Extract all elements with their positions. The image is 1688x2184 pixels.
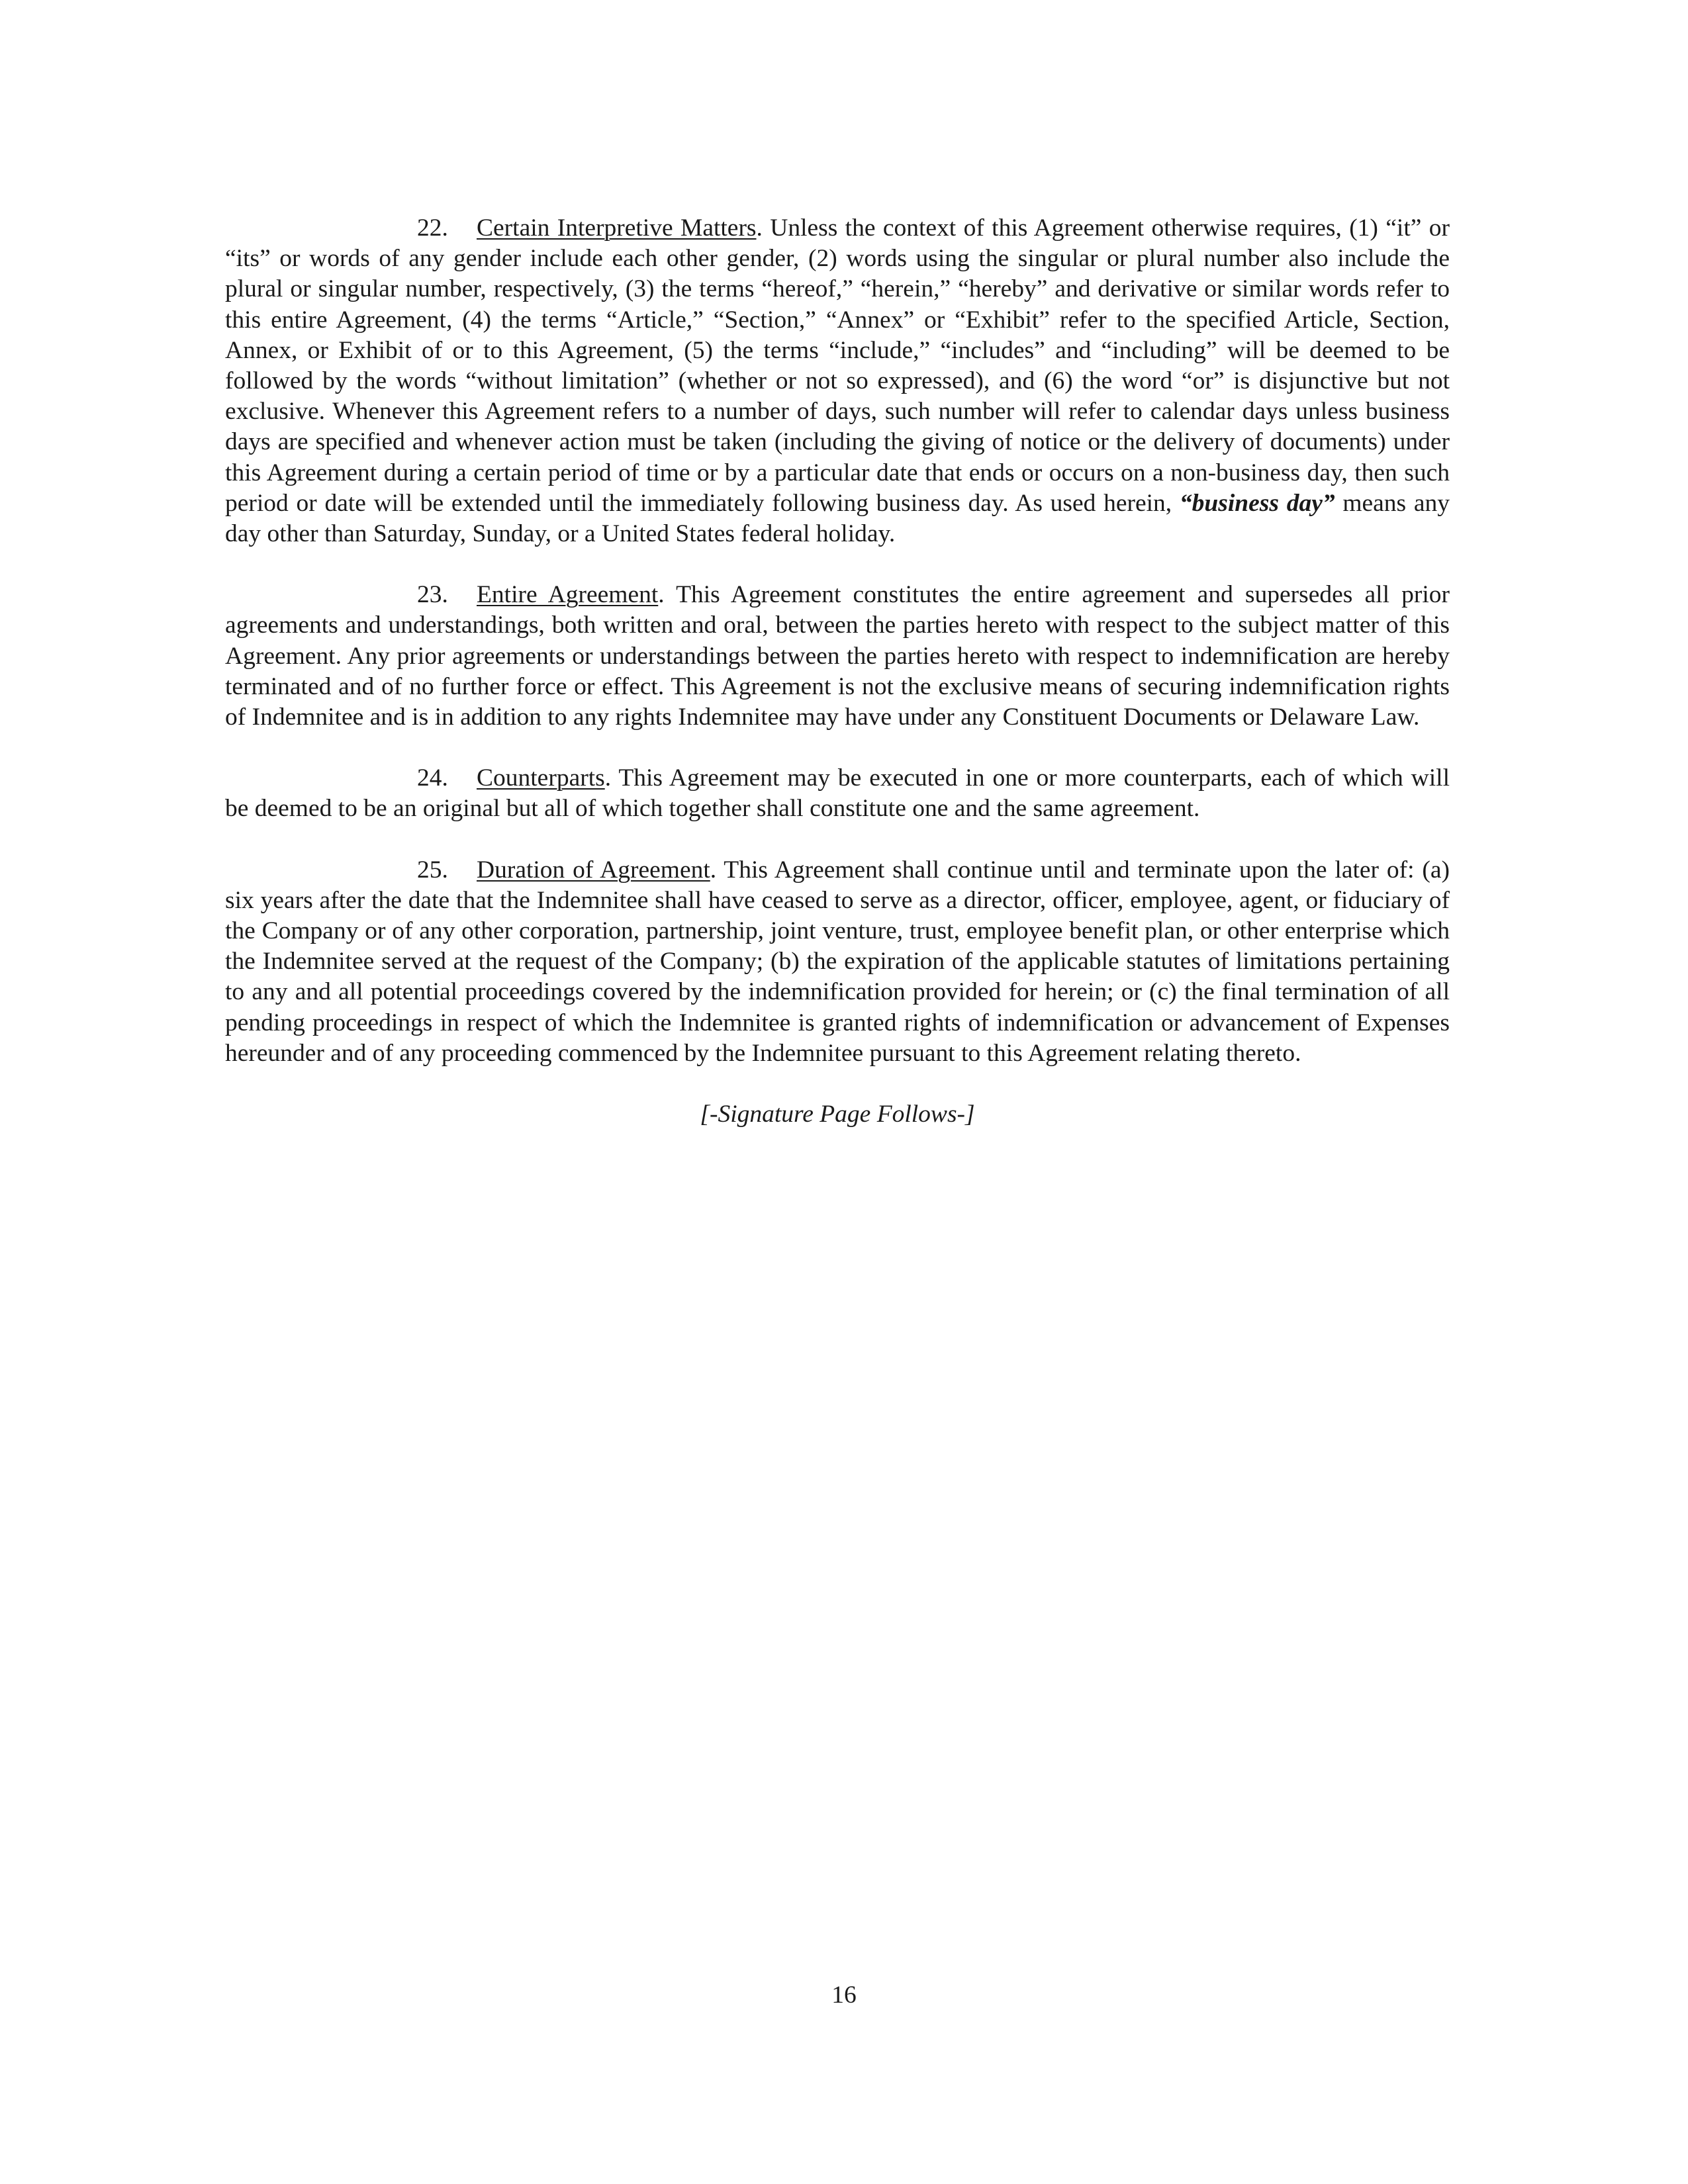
section-text: . This Agreement may be executed in one or more counterparts, each of which will be deemed to be an original but all of which together shall constitute one and the same agreement. — [225, 764, 1450, 823]
section-heading: Duration of Agreement — [477, 856, 710, 884]
section-number: 25. — [417, 856, 448, 884]
section-heading: Entire Agreement — [477, 581, 659, 609]
section-text: means any day other than Saturday, Sunday, or a United States federal holiday. — [225, 489, 1450, 548]
section-number: 24. — [417, 764, 448, 792]
section-text: . Unless the context of this Agreement otherwise requires, (1) “it” or “its” or words of any gender include each other gender, (2) words using the singular or plural number also include the plural or singular number, respectively, (3) the terms “hereof,” “herein,” “hereby” and derivative or similar words refer to this entire Agreement, (4) the terms “Article,” “Section,” “Annex” or “Exhibit” refer to the specified Article, Section, Annex, or Exhibit of or to this Agreement, (5) the terms “include,” “includes” and “including” will be deemed to be followed by the words “without limitation” (whether or not so expressed), and (6) the word “or” is disjunctive but not exclusive. Whenever this Agreement refers to a number of days, such number will refer to calendar days unless business days are specified and whenever action must be taken (including the giving of notice or the delivery of documents) under this Agreement during a certain period of time or by a particular date that ends or occurs on a non-business day, then such period or date will be extended until the immediately following business day. As used herein, — [225, 214, 1450, 517]
section-25 — [225, 855, 1450, 1069]
section-heading: Counterparts — [477, 764, 605, 792]
section-number: 22. — [417, 214, 448, 242]
section-number: 23. — [417, 581, 448, 609]
defined-term: “business day” — [1179, 489, 1335, 517]
section-22 — [225, 213, 1450, 549]
document-body — [225, 213, 1450, 1130]
page-number: 16 — [831, 1981, 857, 2009]
section-24 — [225, 763, 1450, 824]
section-text: . This Agreement shall continue until and terminate upon the later of: (a) six years after the date that the Indemnitee shall have ceased to serve as a director, officer, employee, agent, or fiduciary of the Company or of any other corporation, partnership, joint venture, trust, employee benefit plan, or other enterprise which the Indemnitee served at the request of the Company; (b) the expiration of the applicable statutes of limitations pertaining to any and all potential proceedings covered by the indemnification provided for herein; or (c) the final termination of all pending proceedings in respect of which the Indemnitee is granted rights of indemnification or advancement of Expenses hereunder and of any proceeding commenced by the Indemnitee pursuant to this Agreement relating thereto. — [225, 856, 1450, 1067]
section-text: . This Agreement constitutes the entire agreement and supersedes all prior agreements and understandings, both written and oral, between the parties hereto with respect to the subject matter of this Agreement. Any prior agreements or understandings between the parties hereto with respect to indemnification are hereby terminated and of no further force or effect. This Agreement is not the exclusive means of securing indemnification rights of Indemnitee and is in addition to any rights Indemnitee may have under any Constituent Documents or Delaware Law. — [225, 581, 1450, 731]
section-23 — [225, 580, 1450, 733]
section-heading: Certain Interpretive Matters — [477, 214, 757, 242]
signature-page-follows-note: [-Signature Page Follows-] — [700, 1101, 975, 1128]
